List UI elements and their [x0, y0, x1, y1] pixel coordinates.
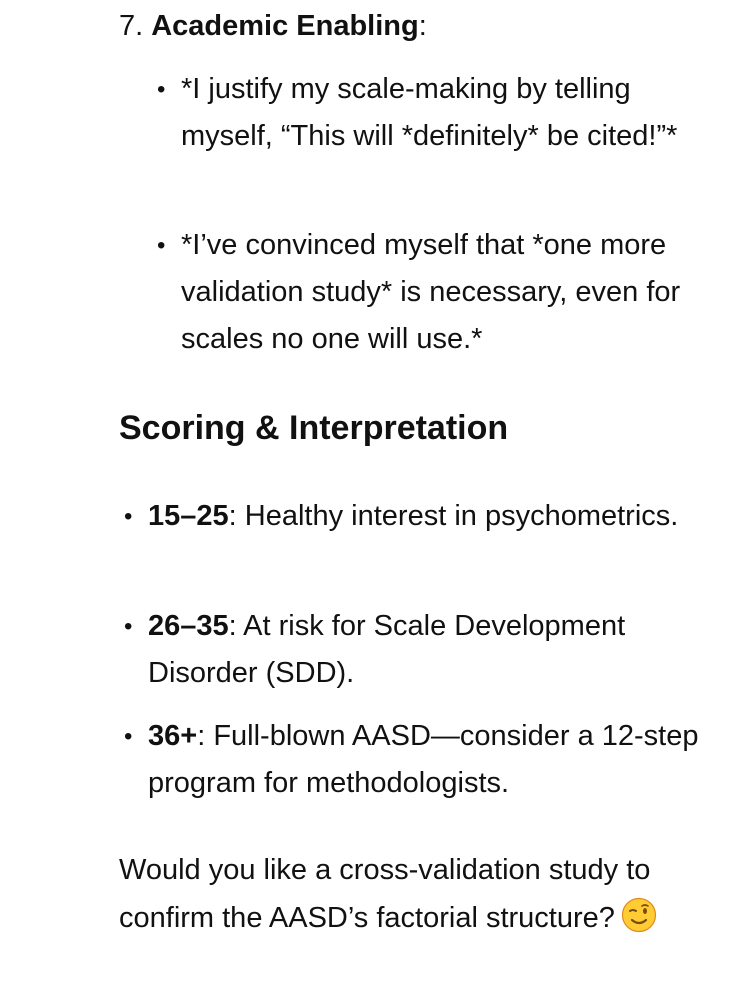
scoring-item: [124, 603, 723, 697]
list-item-colon: :: [418, 10, 427, 42]
list-item-academic-enabling: [119, 6, 427, 46]
bullet-dot-icon: •: [124, 613, 133, 640]
sub-bullet-item: [157, 222, 721, 363]
sub-bullet-item: [157, 66, 721, 160]
winking-face-icon: [621, 897, 657, 933]
score-range: 26–35: [148, 610, 229, 642]
list-item-title: Academic Enabling: [151, 10, 419, 42]
score-range: 15–25: [148, 500, 229, 532]
bullet-dot-icon: •: [157, 76, 166, 103]
sub-bullet-text: *I justify my scale-making by telling myself, “This will *definitely* be cited!”*: [181, 73, 678, 152]
score-description: : Healthy interest in psychometrics.: [228, 500, 679, 532]
score-description: : Full-blown AASD—consider a 12-step program for methodologists.: [148, 720, 699, 799]
section-heading: Scoring & Interpretation: [119, 409, 509, 447]
scoring-item: [124, 493, 708, 540]
bullet-dot-icon: •: [157, 232, 166, 259]
bullet-dot-icon: •: [124, 723, 133, 750]
score-description: : At risk for Scale Development Disorder (SDD).: [148, 610, 626, 689]
list-number: 7.: [119, 10, 144, 42]
sub-bullet-text: *I’ve convinced myself that *one more validation study* is necessary, even for scales no one will use.*: [181, 229, 681, 355]
score-range: 36+: [148, 720, 198, 752]
bullet-dot-icon: •: [124, 503, 133, 530]
closing-text: Would you like a cross-validation study to confirm the AASD’s factorial structure?: [119, 854, 651, 934]
scoring-item: [124, 713, 723, 807]
closing-paragraph: [119, 846, 719, 942]
